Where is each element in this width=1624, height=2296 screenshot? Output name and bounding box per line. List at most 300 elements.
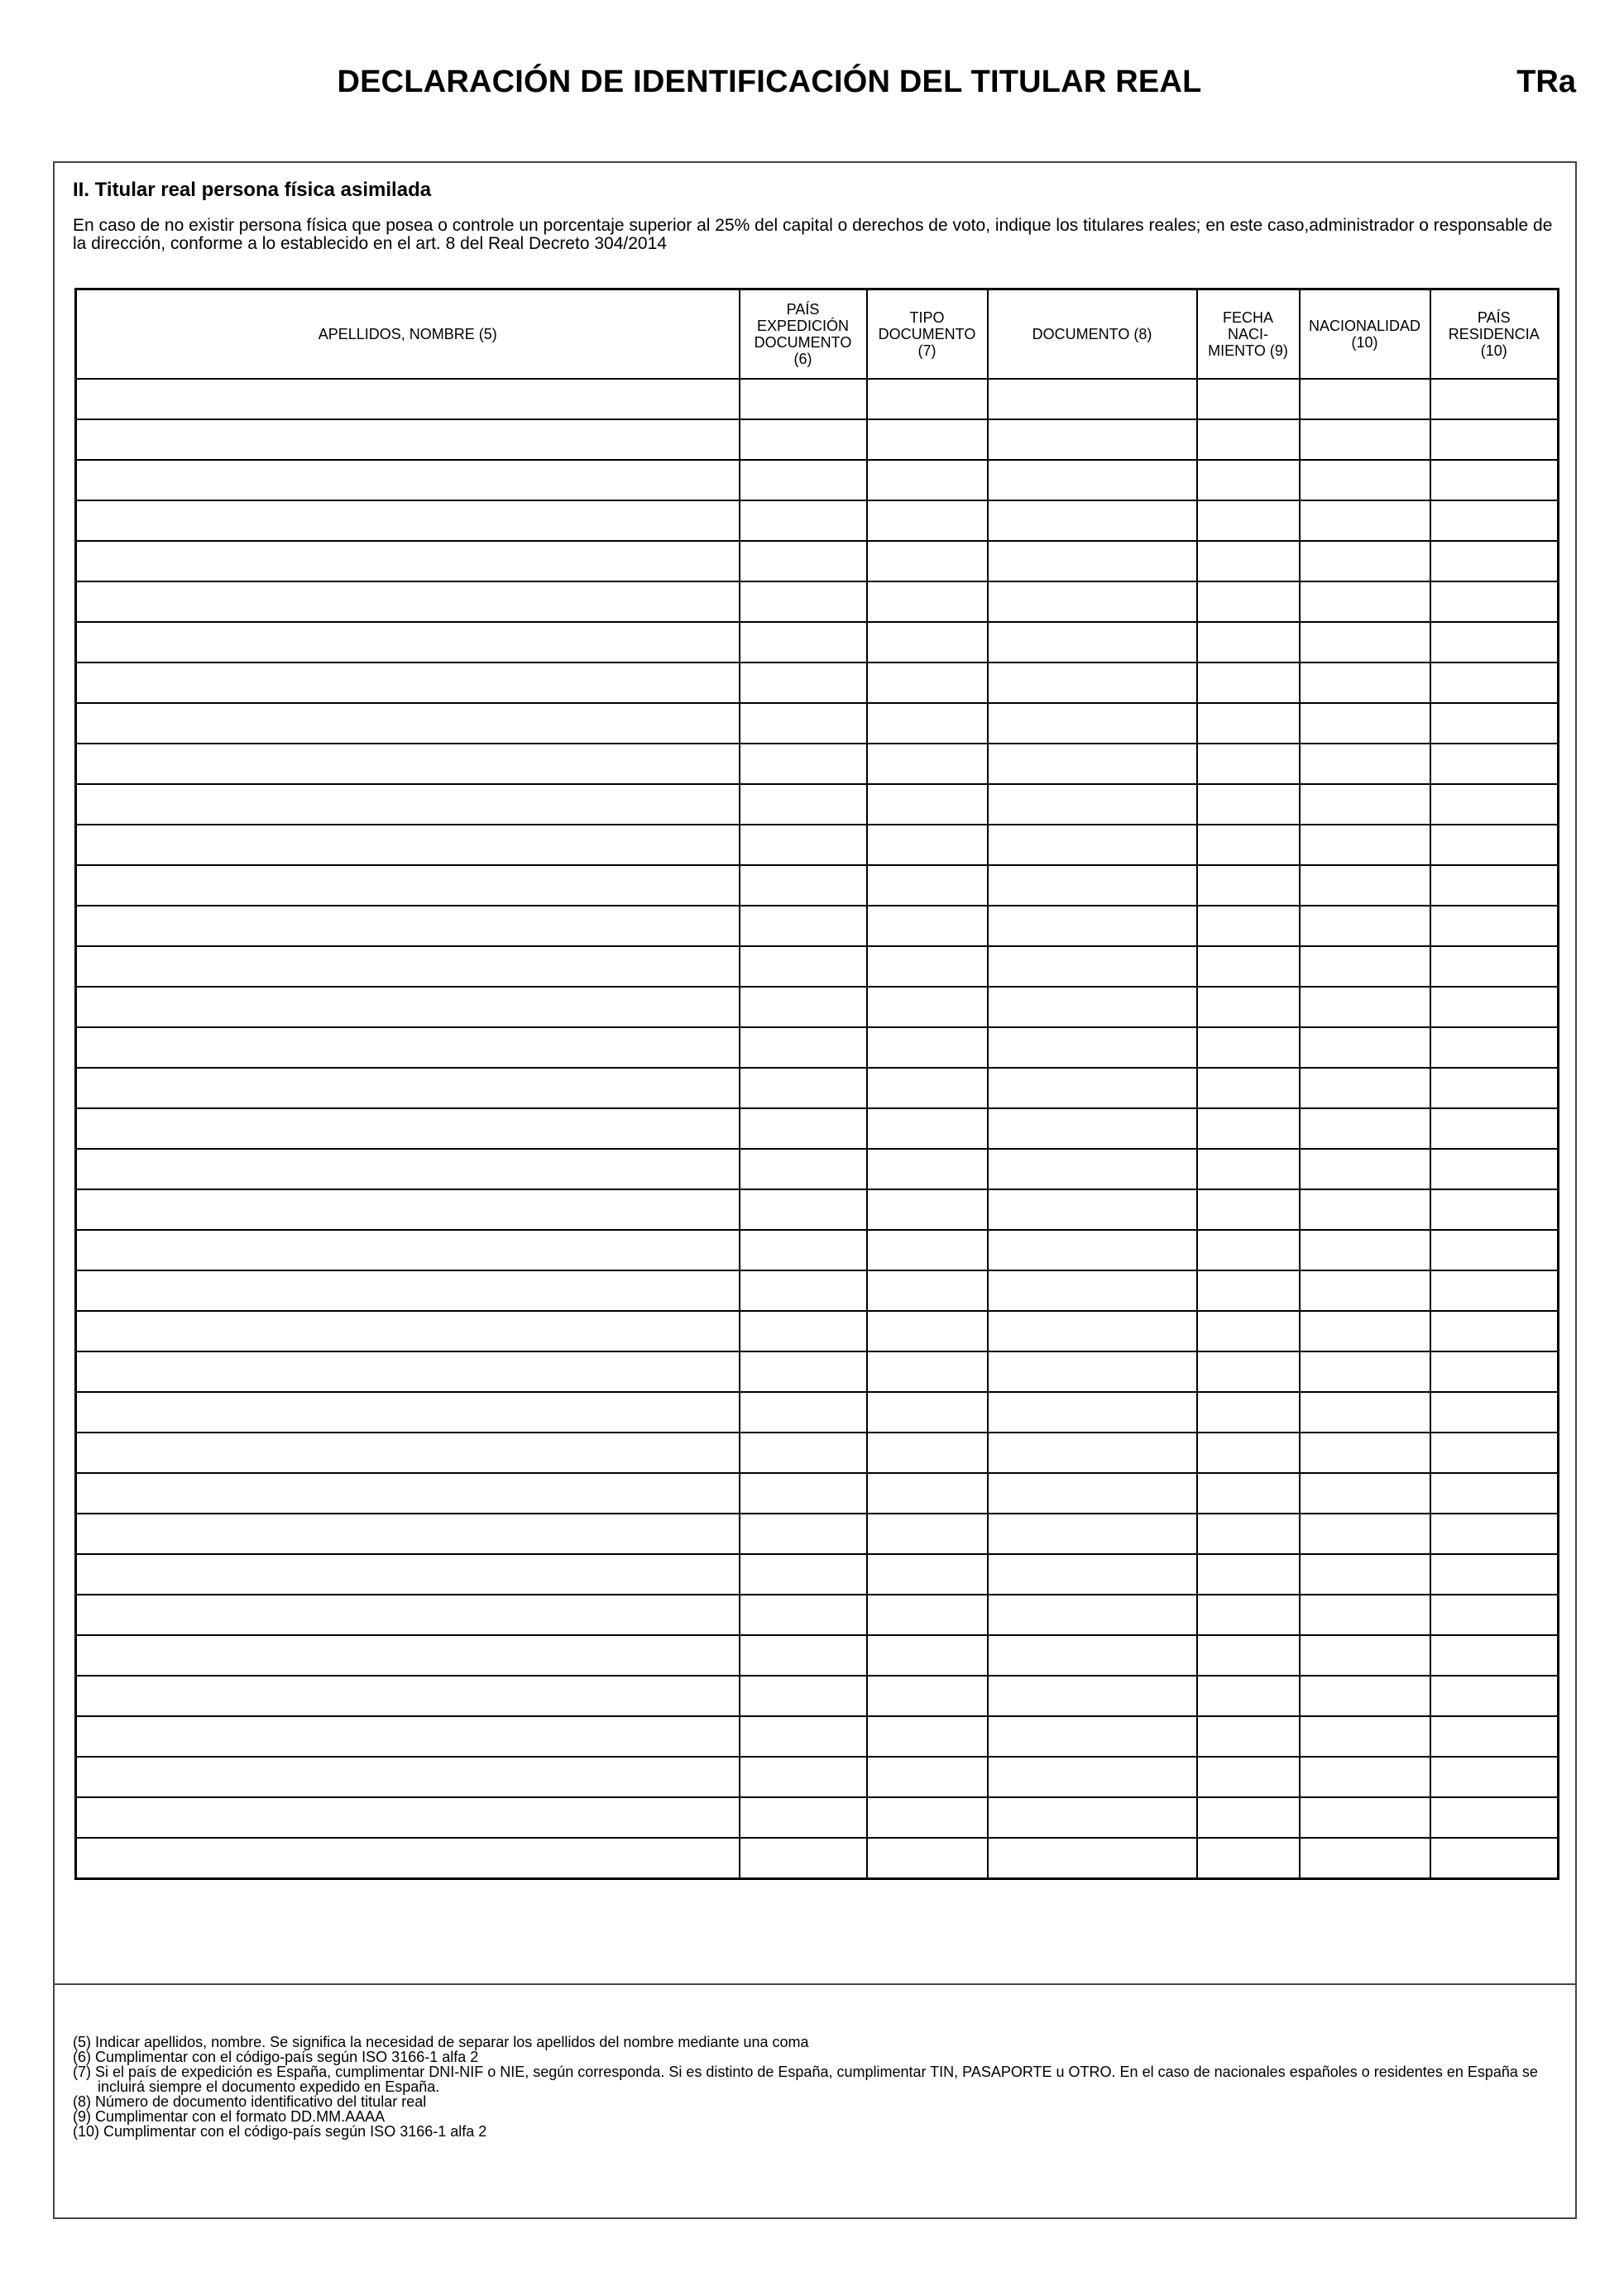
column-header-apellidos-nombre: APELLIDOS, NOMBRE (5) [76,289,740,380]
cell-pais-residencia[interactable] [1430,1757,1559,1797]
table-row [76,1676,1559,1716]
cell-nacionalidad[interactable] [1300,825,1430,865]
cell-pais-expedicion[interactable] [740,1189,867,1230]
cell-tipo-documento[interactable] [867,1595,988,1635]
cell-apellidos-nombre[interactable] [76,825,740,865]
cell-fecha-nacimiento[interactable] [1197,946,1300,987]
cell-tipo-documento[interactable] [867,1189,988,1230]
cell-documento[interactable] [988,1635,1197,1676]
cell-tipo-documento[interactable] [867,906,988,946]
cell-nacionalidad[interactable] [1300,906,1430,946]
cell-apellidos-nombre[interactable] [76,1270,740,1311]
cell-documento[interactable] [988,1797,1197,1838]
cell-apellidos-nombre[interactable] [76,1514,740,1554]
cell-fecha-nacimiento[interactable] [1197,1108,1300,1149]
cell-pais-expedicion[interactable] [740,541,867,581]
cell-documento[interactable] [988,1554,1197,1595]
cell-nacionalidad[interactable] [1300,987,1430,1027]
cell-nacionalidad[interactable] [1300,1108,1430,1149]
section-title: II. Titular real persona física asimilada [73,179,432,201]
cell-apellidos-nombre[interactable] [76,1595,740,1635]
cell-documento[interactable] [988,744,1197,784]
cell-documento[interactable] [988,662,1197,703]
cell-fecha-nacimiento[interactable] [1197,662,1300,703]
table-row [76,784,1559,825]
cell-pais-residencia[interactable] [1430,1514,1559,1554]
cell-tipo-documento[interactable] [867,1797,988,1838]
cell-documento[interactable] [988,1027,1197,1068]
cell-tipo-documento[interactable] [867,1311,988,1351]
cell-pais-residencia[interactable] [1430,622,1559,662]
cell-nacionalidad[interactable] [1300,946,1430,987]
table-row [76,1189,1559,1230]
cell-fecha-nacimiento[interactable] [1197,1230,1300,1270]
table-row [76,1635,1559,1676]
column-header-fecha-nacimiento: FECHA NACI- MIENTO (9) [1197,289,1300,380]
cell-documento[interactable] [988,906,1197,946]
cell-tipo-documento[interactable] [867,784,988,825]
table-row [76,1311,1559,1351]
cell-pais-residencia[interactable] [1430,784,1559,825]
cell-tipo-documento[interactable] [867,1351,988,1392]
table-row [76,1027,1559,1068]
cell-nacionalidad[interactable] [1300,622,1430,662]
cell-pais-expedicion[interactable] [740,703,867,744]
cell-documento[interactable] [988,703,1197,744]
cell-tipo-documento[interactable] [867,946,988,987]
cell-tipo-documento[interactable] [867,1554,988,1595]
cell-tipo-documento[interactable] [867,1433,988,1473]
table-row [76,825,1559,865]
cell-tipo-documento[interactable] [867,1230,988,1270]
table-row [76,1514,1559,1554]
cell-fecha-nacimiento[interactable] [1197,865,1300,906]
table-row [76,581,1559,622]
cell-apellidos-nombre[interactable] [76,1068,740,1108]
table-row [76,1351,1559,1392]
cell-nacionalidad[interactable] [1300,1716,1430,1757]
cell-fecha-nacimiento[interactable] [1197,1270,1300,1311]
cell-fecha-nacimiento[interactable] [1197,1554,1300,1595]
cell-documento[interactable] [988,500,1197,541]
cell-pais-residencia[interactable] [1430,1230,1559,1270]
cell-apellidos-nombre[interactable] [76,865,740,906]
cell-pais-expedicion[interactable] [740,987,867,1027]
table-body [76,379,1559,1879]
cell-nacionalidad[interactable] [1300,1676,1430,1716]
cell-apellidos-nombre[interactable] [76,906,740,946]
cell-apellidos-nombre[interactable] [76,581,740,622]
cell-tipo-documento[interactable] [867,379,988,419]
cell-pais-expedicion[interactable] [740,1757,867,1797]
cell-tipo-documento[interactable] [867,1473,988,1514]
cell-nacionalidad[interactable] [1300,460,1430,500]
table-row [76,1270,1559,1311]
cell-pais-residencia[interactable] [1430,1351,1559,1392]
cell-pais-residencia[interactable] [1430,1392,1559,1433]
table-row [76,500,1559,541]
cell-pais-expedicion[interactable] [740,906,867,946]
cell-pais-expedicion[interactable] [740,1797,867,1838]
cell-pais-expedicion[interactable] [740,784,867,825]
cell-apellidos-nombre[interactable] [76,1433,740,1473]
cell-documento[interactable] [988,622,1197,662]
cell-fecha-nacimiento[interactable] [1197,1757,1300,1797]
cell-documento[interactable] [988,1068,1197,1108]
cell-tipo-documento[interactable] [867,662,988,703]
cell-pais-residencia[interactable] [1430,419,1559,460]
cell-pais-expedicion[interactable] [740,1676,867,1716]
cell-fecha-nacimiento[interactable] [1197,1716,1300,1757]
cell-tipo-documento[interactable] [867,825,988,865]
cell-nacionalidad[interactable] [1300,1189,1430,1230]
cell-pais-expedicion[interactable] [740,419,867,460]
cell-nacionalidad[interactable] [1300,1270,1430,1311]
cell-nacionalidad[interactable] [1300,541,1430,581]
cell-fecha-nacimiento[interactable] [1197,744,1300,784]
cell-apellidos-nombre[interactable] [76,1230,740,1270]
cell-tipo-documento[interactable] [867,1838,988,1879]
cell-apellidos-nombre[interactable] [76,541,740,581]
cell-tipo-documento[interactable] [867,1757,988,1797]
cell-pais-expedicion[interactable] [740,744,867,784]
cell-tipo-documento[interactable] [867,1108,988,1149]
cell-tipo-documento[interactable] [867,1270,988,1311]
cell-fecha-nacimiento[interactable] [1197,1838,1300,1879]
cell-pais-expedicion[interactable] [740,1311,867,1351]
cell-fecha-nacimiento[interactable] [1197,379,1300,419]
cell-documento[interactable] [988,1676,1197,1716]
cell-fecha-nacimiento[interactable] [1197,1514,1300,1554]
cell-pais-residencia[interactable] [1430,1068,1559,1108]
cell-pais-expedicion[interactable] [740,1716,867,1757]
cell-documento[interactable] [988,1311,1197,1351]
footnote: (7) Si el país de expedición es España, cumplimentar DNI-NIF o NIE, según corresponda. Si es distinto de España, cumplimentar TIN, PASAPORTE u OTRO. En el caso de nacionales españoles o residentes en España se incluirá siempre el documento expedido en España. [73,2064,1538,2095]
cell-nacionalidad[interactable] [1300,1838,1430,1879]
cell-tipo-documento[interactable] [867,1392,988,1433]
table-row [76,1757,1559,1797]
cell-documento[interactable] [988,1351,1197,1392]
cell-apellidos-nombre[interactable] [76,744,740,784]
cell-pais-residencia[interactable] [1430,1595,1559,1635]
cell-pais-expedicion[interactable] [740,865,867,906]
cell-tipo-documento[interactable] [867,744,988,784]
cell-documento[interactable] [988,1433,1197,1473]
table-row [76,419,1559,460]
cell-pais-residencia[interactable] [1430,1676,1559,1716]
cell-apellidos-nombre[interactable] [76,1189,740,1230]
table-row [76,1716,1559,1757]
cell-pais-residencia[interactable] [1430,744,1559,784]
cell-apellidos-nombre[interactable] [76,1716,740,1757]
cell-nacionalidad[interactable] [1300,1514,1430,1554]
cell-pais-residencia[interactable] [1430,581,1559,622]
cell-fecha-nacimiento[interactable] [1197,419,1300,460]
table-row [76,1473,1559,1514]
cell-pais-expedicion[interactable] [740,1554,867,1595]
cell-fecha-nacimiento[interactable] [1197,1797,1300,1838]
cell-pais-residencia[interactable] [1430,541,1559,581]
cell-pais-expedicion[interactable] [740,1635,867,1676]
cell-pais-residencia[interactable] [1430,1027,1559,1068]
cell-fecha-nacimiento[interactable] [1197,581,1300,622]
cell-fecha-nacimiento[interactable] [1197,1433,1300,1473]
cell-apellidos-nombre[interactable] [76,419,740,460]
cell-tipo-documento[interactable] [867,581,988,622]
cell-pais-expedicion[interactable] [740,1473,867,1514]
cell-nacionalidad[interactable] [1300,1433,1430,1473]
cell-nacionalidad[interactable] [1300,662,1430,703]
cell-documento[interactable] [988,987,1197,1027]
cell-documento[interactable] [988,1189,1197,1230]
cell-fecha-nacimiento[interactable] [1197,784,1300,825]
cell-tipo-documento[interactable] [867,500,988,541]
cell-pais-expedicion[interactable] [740,1514,867,1554]
cell-apellidos-nombre[interactable] [76,1351,740,1392]
cell-fecha-nacimiento[interactable] [1197,1676,1300,1716]
cell-nacionalidad[interactable] [1300,784,1430,825]
cell-pais-residencia[interactable] [1430,460,1559,500]
cell-documento[interactable] [988,1514,1197,1554]
cell-apellidos-nombre[interactable] [76,1797,740,1838]
table-row [76,703,1559,744]
cell-pais-expedicion[interactable] [740,1595,867,1635]
cell-fecha-nacimiento[interactable] [1197,541,1300,581]
cell-pais-expedicion[interactable] [740,460,867,500]
footnote: (5) Indicar apellidos, nombre. Se significa la necesidad de separar los apellidos del nombre mediante una coma [73,2034,809,2050]
cell-apellidos-nombre[interactable] [76,662,740,703]
table-row [76,1068,1559,1108]
document-title: DECLARACIÓN DE IDENTIFICACIÓN DEL TITULAR REAL [337,65,1202,99]
cell-pais-residencia[interactable] [1430,906,1559,946]
cell-apellidos-nombre[interactable] [76,703,740,744]
cell-fecha-nacimiento[interactable] [1197,1351,1300,1392]
cell-nacionalidad[interactable] [1300,1757,1430,1797]
cell-apellidos-nombre[interactable] [76,622,740,662]
cell-documento[interactable] [988,1838,1197,1879]
cell-apellidos-nombre[interactable] [76,987,740,1027]
cell-documento[interactable] [988,1716,1197,1757]
cell-pais-expedicion[interactable] [740,581,867,622]
cell-apellidos-nombre[interactable] [76,1027,740,1068]
cell-pais-residencia[interactable] [1430,703,1559,744]
cell-fecha-nacimiento[interactable] [1197,1473,1300,1514]
cell-documento[interactable] [988,1595,1197,1635]
cell-apellidos-nombre[interactable] [76,1757,740,1797]
cell-pais-residencia[interactable] [1430,1473,1559,1514]
cell-apellidos-nombre[interactable] [76,1392,740,1433]
cell-nacionalidad[interactable] [1300,1068,1430,1108]
cell-pais-expedicion[interactable] [740,622,867,662]
footnote: (10) Cumplimentar con el código-país según ISO 3166-1 alfa 2 [73,2123,487,2140]
cell-pais-expedicion[interactable] [740,1108,867,1149]
cell-pais-residencia[interactable] [1430,1433,1559,1473]
cell-fecha-nacimiento[interactable] [1197,987,1300,1027]
cell-nacionalidad[interactable] [1300,1392,1430,1433]
cell-pais-residencia[interactable] [1430,379,1559,419]
cell-documento[interactable] [988,1392,1197,1433]
cell-nacionalidad[interactable] [1300,1230,1430,1270]
cell-pais-residencia[interactable] [1430,1108,1559,1149]
cell-pais-expedicion[interactable] [740,946,867,987]
cell-fecha-nacimiento[interactable] [1197,1392,1300,1433]
cell-documento[interactable] [988,1473,1197,1514]
cell-tipo-documento[interactable] [867,1635,988,1676]
cell-nacionalidad[interactable] [1300,1149,1430,1189]
cell-nacionalidad[interactable] [1300,1554,1430,1595]
table-row [76,1433,1559,1473]
cell-pais-residencia[interactable] [1430,1189,1559,1230]
table-row [76,622,1559,662]
cell-apellidos-nombre[interactable] [76,1149,740,1189]
table-row [76,460,1559,500]
cell-documento[interactable] [988,541,1197,581]
cell-pais-residencia[interactable] [1430,1635,1559,1676]
cell-apellidos-nombre[interactable] [76,1108,740,1149]
cell-documento[interactable] [988,460,1197,500]
cell-fecha-nacimiento[interactable] [1197,1068,1300,1108]
cell-pais-expedicion[interactable] [740,1433,867,1473]
cell-pais-residencia[interactable] [1430,946,1559,987]
table-row [76,744,1559,784]
cell-pais-expedicion[interactable] [740,500,867,541]
table-row [76,1554,1559,1595]
cell-nacionalidad[interactable] [1300,500,1430,541]
cell-nacionalidad[interactable] [1300,1797,1430,1838]
cell-pais-residencia[interactable] [1430,1149,1559,1189]
cell-pais-expedicion[interactable] [740,1270,867,1311]
cell-pais-residencia[interactable] [1430,500,1559,541]
cell-documento[interactable] [988,1149,1197,1189]
cell-nacionalidad[interactable] [1300,581,1430,622]
cell-pais-expedicion[interactable] [740,1027,867,1068]
cell-tipo-documento[interactable] [867,1149,988,1189]
cell-tipo-documento[interactable] [867,703,988,744]
cell-pais-residencia[interactable] [1430,1797,1559,1838]
cell-fecha-nacimiento[interactable] [1197,906,1300,946]
cell-pais-expedicion[interactable] [740,1392,867,1433]
cell-nacionalidad[interactable] [1300,1027,1430,1068]
cell-apellidos-nombre[interactable] [76,1635,740,1676]
cell-apellidos-nombre[interactable] [76,1473,740,1514]
cell-tipo-documento[interactable] [867,622,988,662]
cell-nacionalidad[interactable] [1300,1595,1430,1635]
cell-fecha-nacimiento[interactable] [1197,500,1300,541]
section-description: En caso de no existir persona física que posea o controle un porcentaje superior al 25% del capital o derechos de voto, indique los titulares reales; en este caso,administrador o responsable de la dirección, conforme a lo establecido en el art. 8 del Real Decreto 304/2014 [73,216,1553,253]
cell-pais-expedicion[interactable] [740,379,867,419]
cell-documento[interactable] [988,825,1197,865]
table-row [76,987,1559,1027]
cell-documento[interactable] [988,419,1197,460]
cell-documento[interactable] [988,1757,1197,1797]
cell-tipo-documento[interactable] [867,1068,988,1108]
cell-pais-residencia[interactable] [1430,865,1559,906]
cell-nacionalidad[interactable] [1300,865,1430,906]
cell-apellidos-nombre[interactable] [76,946,740,987]
cell-apellidos-nombre[interactable] [76,1311,740,1351]
cell-tipo-documento[interactable] [867,419,988,460]
cell-pais-residencia[interactable] [1430,1716,1559,1757]
column-header-nacionalidad: NACIONALIDAD (10) [1300,289,1430,380]
cell-fecha-nacimiento[interactable] [1197,1595,1300,1635]
cell-pais-expedicion[interactable] [740,825,867,865]
cell-nacionalidad[interactable] [1300,1635,1430,1676]
cell-pais-expedicion[interactable] [740,662,867,703]
cell-documento[interactable] [988,865,1197,906]
table-row [76,906,1559,946]
cell-tipo-documento[interactable] [867,1514,988,1554]
cell-tipo-documento[interactable] [867,541,988,581]
cell-nacionalidad[interactable] [1300,379,1430,419]
column-header-pais-expedicion: PAÍS EXPEDICIÓN DOCUMENTO (6) [740,289,867,380]
cell-documento[interactable] [988,581,1197,622]
cell-apellidos-nombre[interactable] [76,784,740,825]
cell-fecha-nacimiento[interactable] [1197,1189,1300,1230]
cell-nacionalidad[interactable] [1300,1311,1430,1351]
cell-pais-expedicion[interactable] [740,1838,867,1879]
cell-pais-residencia[interactable] [1430,1311,1559,1351]
cell-apellidos-nombre[interactable] [76,500,740,541]
cell-fecha-nacimiento[interactable] [1197,1635,1300,1676]
cell-documento[interactable] [988,784,1197,825]
cell-pais-expedicion[interactable] [740,1149,867,1189]
footer-divider [53,1983,1577,1985]
cell-documento[interactable] [988,946,1197,987]
cell-fecha-nacimiento[interactable] [1197,622,1300,662]
cell-apellidos-nombre[interactable] [76,460,740,500]
footnotes-list [73,2035,1554,2139]
cell-tipo-documento[interactable] [867,1027,988,1068]
cell-pais-expedicion[interactable] [740,1230,867,1270]
table-row [76,865,1559,906]
cell-tipo-documento[interactable] [867,987,988,1027]
cell-nacionalidad[interactable] [1300,1473,1430,1514]
cell-fecha-nacimiento[interactable] [1197,825,1300,865]
cell-tipo-documento[interactable] [867,865,988,906]
cell-fecha-nacimiento[interactable] [1197,460,1300,500]
table-row [76,541,1559,581]
cell-fecha-nacimiento[interactable] [1197,703,1300,744]
cell-apellidos-nombre[interactable] [76,1554,740,1595]
cell-pais-residencia[interactable] [1430,1838,1559,1879]
cell-nacionalidad[interactable] [1300,744,1430,784]
cell-documento[interactable] [988,379,1197,419]
cell-documento[interactable] [988,1108,1197,1149]
cell-pais-residencia[interactable] [1430,825,1559,865]
cell-pais-expedicion[interactable] [740,1068,867,1108]
cell-apellidos-nombre[interactable] [76,1676,740,1716]
cell-pais-residencia[interactable] [1430,1554,1559,1595]
footnote: (6) Cumplimentar con el código-país según ISO 3166-1 alfa 2 [73,2049,479,2065]
cell-fecha-nacimiento[interactable] [1197,1149,1300,1189]
cell-nacionalidad[interactable] [1300,703,1430,744]
cell-fecha-nacimiento[interactable] [1197,1027,1300,1068]
cell-documento[interactable] [988,1230,1197,1270]
cell-pais-residencia[interactable] [1430,987,1559,1027]
cell-pais-expedicion[interactable] [740,1351,867,1392]
cell-fecha-nacimiento[interactable] [1197,1311,1300,1351]
cell-nacionalidad[interactable] [1300,1351,1430,1392]
cell-apellidos-nombre[interactable] [76,379,740,419]
cell-documento[interactable] [988,1270,1197,1311]
cell-tipo-documento[interactable] [867,1676,988,1716]
cell-apellidos-nombre[interactable] [76,1838,740,1879]
cell-pais-residencia[interactable] [1430,662,1559,703]
cell-tipo-documento[interactable] [867,460,988,500]
cell-pais-residencia[interactable] [1430,1270,1559,1311]
cell-nacionalidad[interactable] [1300,419,1430,460]
cell-tipo-documento[interactable] [867,1716,988,1757]
